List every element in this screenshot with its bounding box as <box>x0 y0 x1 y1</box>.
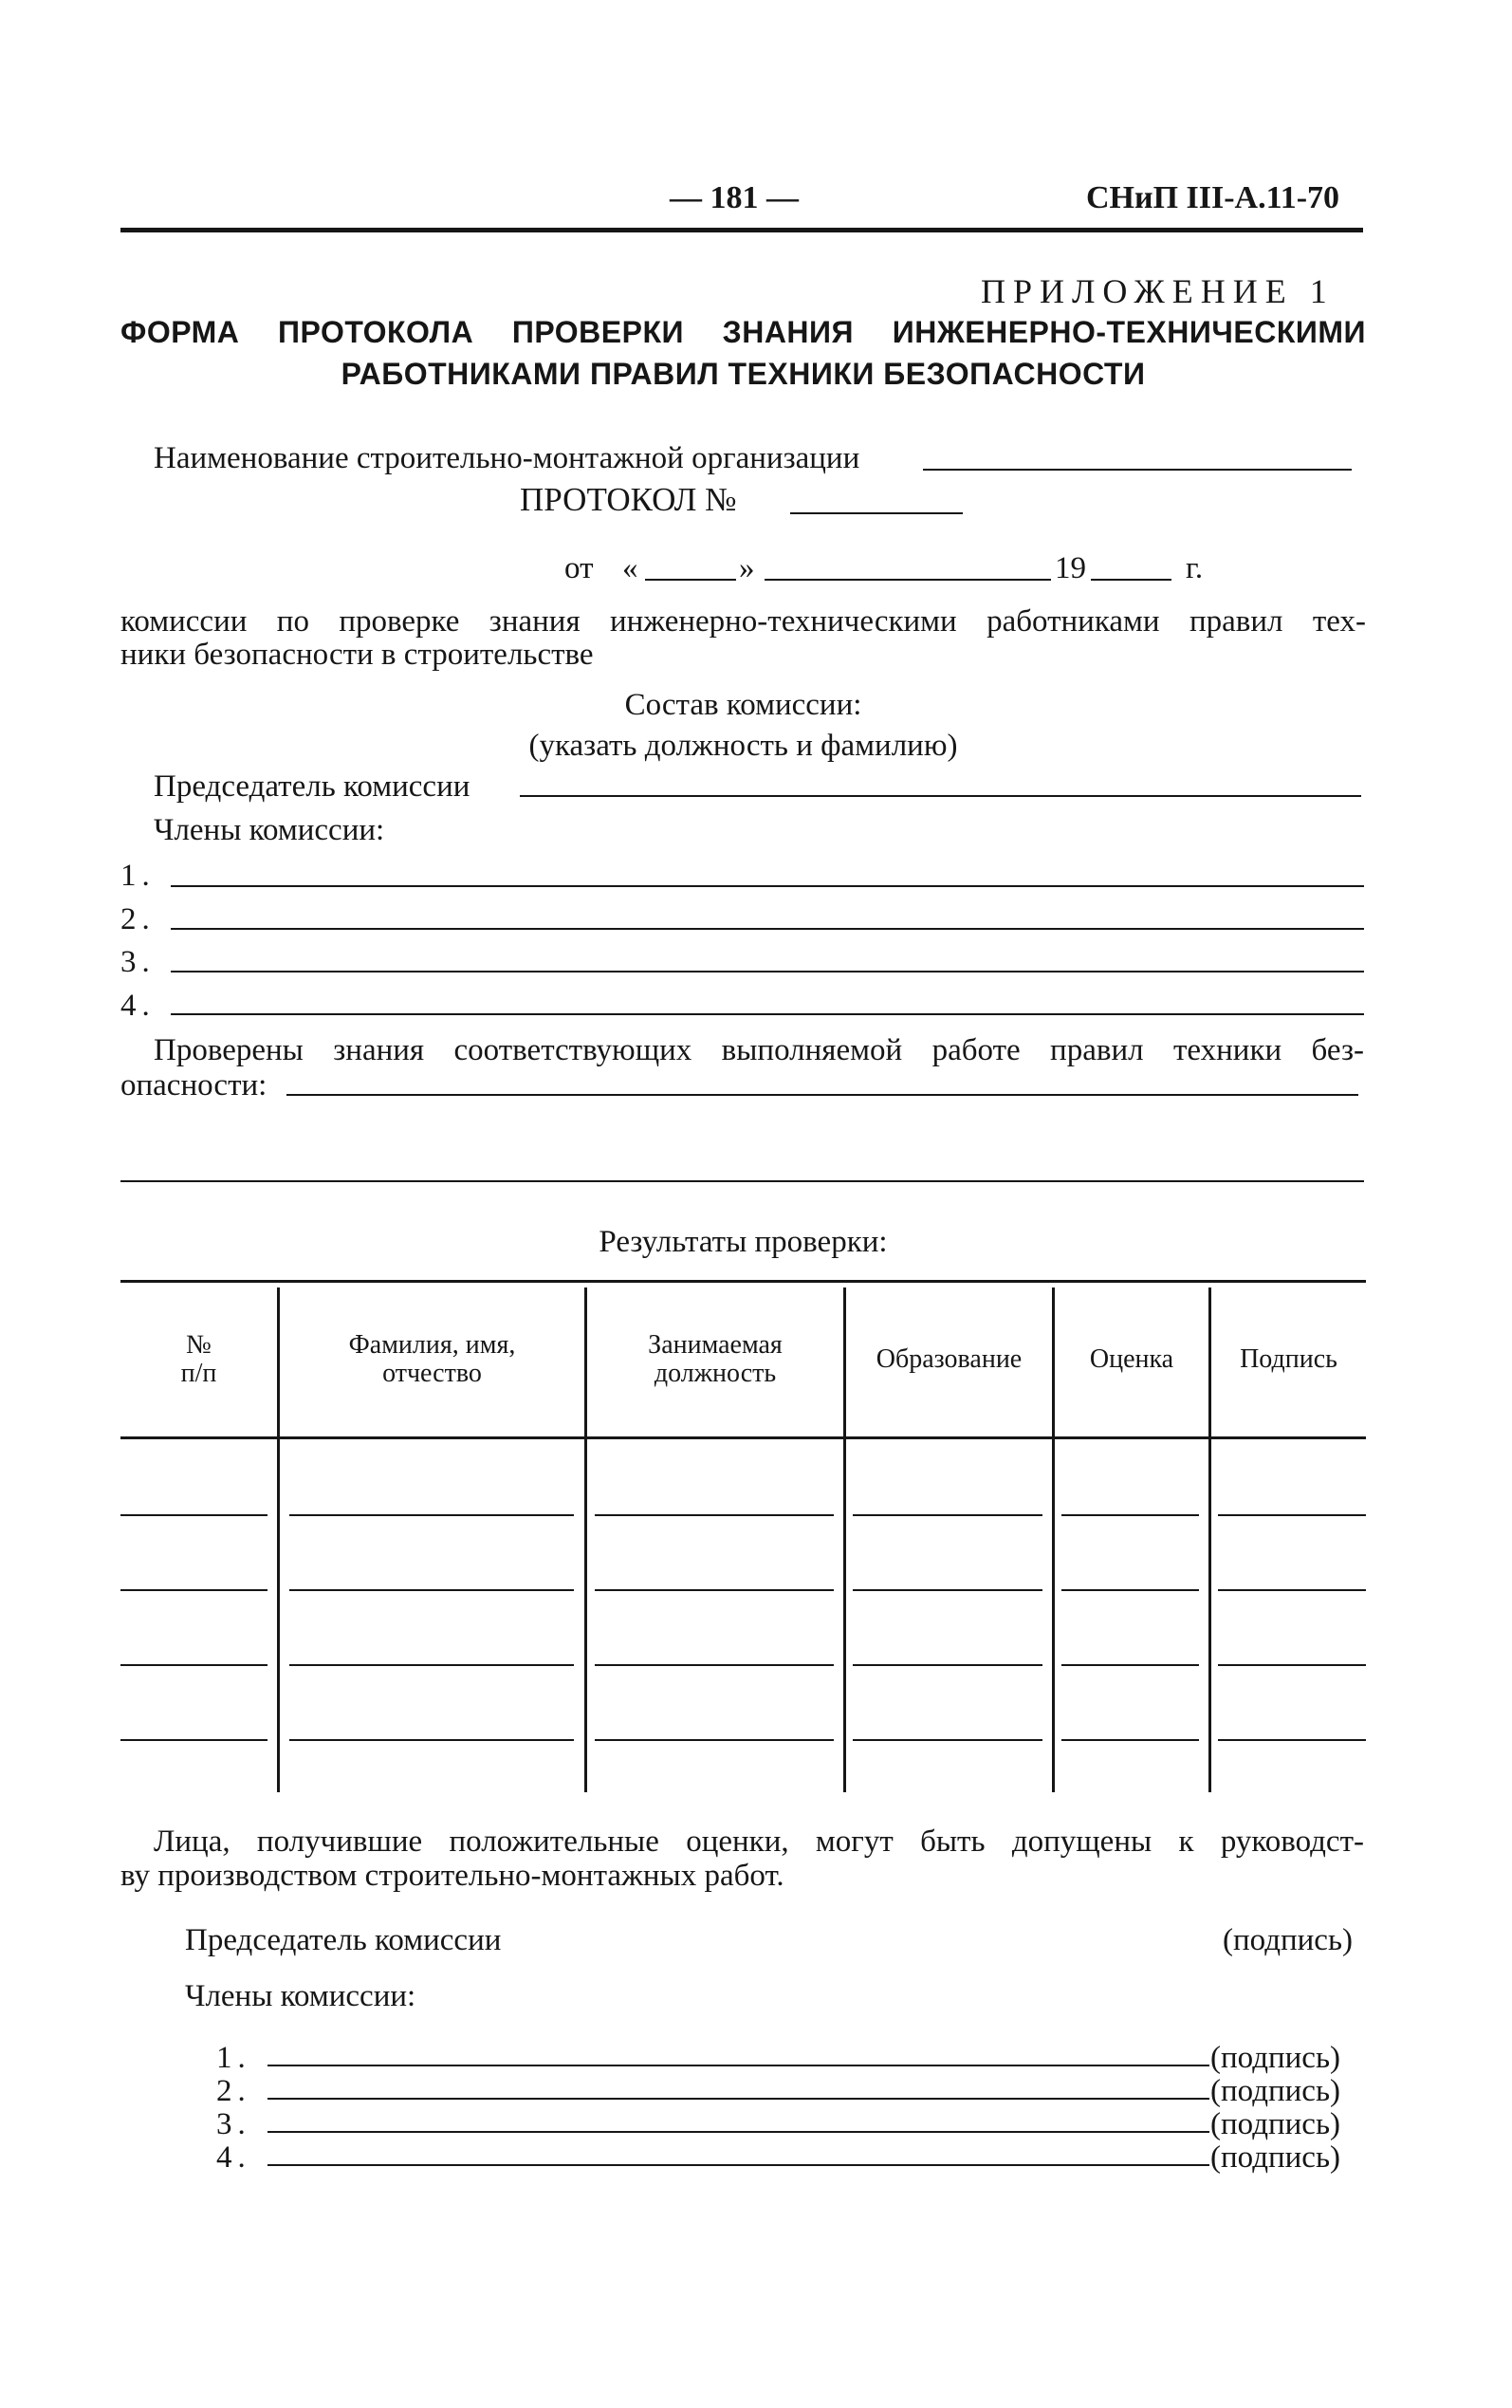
date-from-label: от <box>564 551 594 585</box>
sig-member-line-4[interactable] <box>267 2164 1209 2166</box>
form-title-line1: ФОРМА ПРОТОКОЛА ПРОВЕРКИ ЗНАНИЯ ИНЖЕНЕРНО-ТЕХНИЧЕСКИМИ <box>120 315 1366 349</box>
commission-desc-line1: комиссии по проверке знания инженерно-техническими работниками правил тех- <box>120 604 1366 639</box>
year-line[interactable] <box>1091 579 1171 581</box>
sig-member-line-2[interactable] <box>267 2098 1209 2100</box>
table-row-rule <box>595 1514 834 1516</box>
header-rule <box>120 228 1363 232</box>
table-row-rule <box>289 1664 574 1666</box>
member-number-1: 1. <box>120 859 156 893</box>
member-line-4[interactable] <box>171 1013 1364 1015</box>
sig-member-hint-1: (подпись) <box>1210 2041 1340 2075</box>
date-month-line[interactable] <box>765 579 1051 581</box>
sig-member-number-2: 2. <box>216 2074 251 2108</box>
sig-member-hint-3: (подпись) <box>1210 2107 1340 2141</box>
member-line-1[interactable] <box>171 885 1364 887</box>
table-row-rule <box>1218 1664 1366 1666</box>
table-row-rule <box>1218 1589 1366 1591</box>
commission-desc-line2: ники безопасности в строительстве <box>120 638 594 672</box>
col-header-education: Образование <box>876 1344 1023 1374</box>
table-row-rule <box>1218 1739 1366 1741</box>
org-field-line[interactable] <box>923 469 1352 471</box>
member-number-3: 3. <box>120 945 156 979</box>
col-header-grade: Оценка <box>1089 1344 1174 1374</box>
table-row-rule <box>1218 1514 1366 1516</box>
sig-member-hint-4: (подпись) <box>1210 2140 1340 2175</box>
sig-member-number-4: 4. <box>216 2140 251 2175</box>
member-line-2[interactable] <box>171 928 1364 930</box>
form-title-line2: РАБОТНИКАМИ ПРАВИЛ ТЕХНИКИ БЕЗОПАСНОСТИ <box>341 357 1146 391</box>
org-label: Наименование строительно-монтажной организации <box>154 441 860 475</box>
appendix-label: ПРИЛОЖЕНИЕ 1 <box>981 272 1335 310</box>
sig-members-label: Члены комиссии: <box>185 1979 416 2013</box>
col-header-position: Занимаемая должность <box>648 1330 783 1388</box>
table-row-rule <box>595 1739 834 1741</box>
results-title: Результаты проверки: <box>599 1225 888 1259</box>
composition-title: Состав комиссии: <box>624 688 862 722</box>
table-header-rule <box>120 1436 1366 1439</box>
doc-code: СНиП III-А.11-70 <box>1086 180 1340 215</box>
table-row-rule <box>1061 1589 1199 1591</box>
sig-chairman-label: Председатель комиссии <box>185 1923 502 1957</box>
table-row-rule <box>853 1589 1042 1591</box>
table-row-rule <box>1061 1739 1199 1741</box>
table-row-rule <box>120 1739 267 1741</box>
year-suffix: г. <box>1186 551 1204 585</box>
results-table <box>120 1280 1366 1792</box>
table-row-rule <box>289 1589 574 1591</box>
checked-line-1[interactable] <box>286 1094 1358 1096</box>
sig-member-hint-2: (подпись) <box>1210 2074 1340 2108</box>
table-row-rule <box>853 1739 1042 1741</box>
checked-text-line1: Проверены знания соответствующих выполняемой работе правил техники без- <box>154 1033 1364 1067</box>
conclusion-line2: ву производством строительно-монтажных работ. <box>120 1859 784 1893</box>
sig-member-line-3[interactable] <box>267 2131 1209 2133</box>
chairman-line[interactable] <box>520 795 1361 797</box>
checked-line-2[interactable] <box>120 1180 1364 1182</box>
member-number-2: 2. <box>120 902 156 936</box>
table-row-rule <box>853 1514 1042 1516</box>
page-number: — 181 — <box>670 180 799 215</box>
checked-text-line2: опасности: <box>120 1068 267 1102</box>
date-quote-open: « <box>622 551 638 585</box>
table-row-rule <box>289 1514 574 1516</box>
members-label: Члены комиссии: <box>154 813 385 847</box>
table-row-rule <box>289 1739 574 1741</box>
sig-member-number-1: 1. <box>216 2041 251 2075</box>
table-row-rule <box>853 1664 1042 1666</box>
member-line-3[interactable] <box>171 971 1364 972</box>
sig-member-number-3: 3. <box>216 2107 251 2141</box>
table-row-rule <box>120 1589 267 1591</box>
chairman-label: Председатель комиссии <box>154 769 470 804</box>
col-header-number: № п/п <box>180 1330 217 1388</box>
table-row-rule <box>1061 1664 1199 1666</box>
table-row-rule <box>120 1664 267 1666</box>
sig-member-line-1[interactable] <box>267 2065 1209 2066</box>
year-prefix: 19 <box>1055 551 1086 585</box>
conclusion-line1: Лица, получившие положительные оценки, могут быть допущены к руководст- <box>154 1825 1364 1859</box>
table-row-rule <box>595 1664 834 1666</box>
member-number-4: 4. <box>120 989 156 1023</box>
table-row-rule <box>595 1589 834 1591</box>
table-row-rule <box>120 1514 267 1516</box>
composition-hint: (указать должность и фамилию) <box>528 729 958 763</box>
table-row-rule <box>1061 1514 1199 1516</box>
col-header-signature: Подпись <box>1240 1344 1337 1374</box>
sig-chairman-hint: (подпись) <box>1223 1923 1353 1957</box>
table-top-rule <box>120 1280 1366 1283</box>
col-header-name: Фамилия, имя, отчество <box>348 1330 516 1388</box>
protocol-number-line[interactable] <box>790 512 963 514</box>
date-quote-close: » <box>739 551 755 585</box>
date-day-line[interactable] <box>645 579 736 581</box>
protocol-label: ПРОТОКОЛ № <box>520 481 737 518</box>
